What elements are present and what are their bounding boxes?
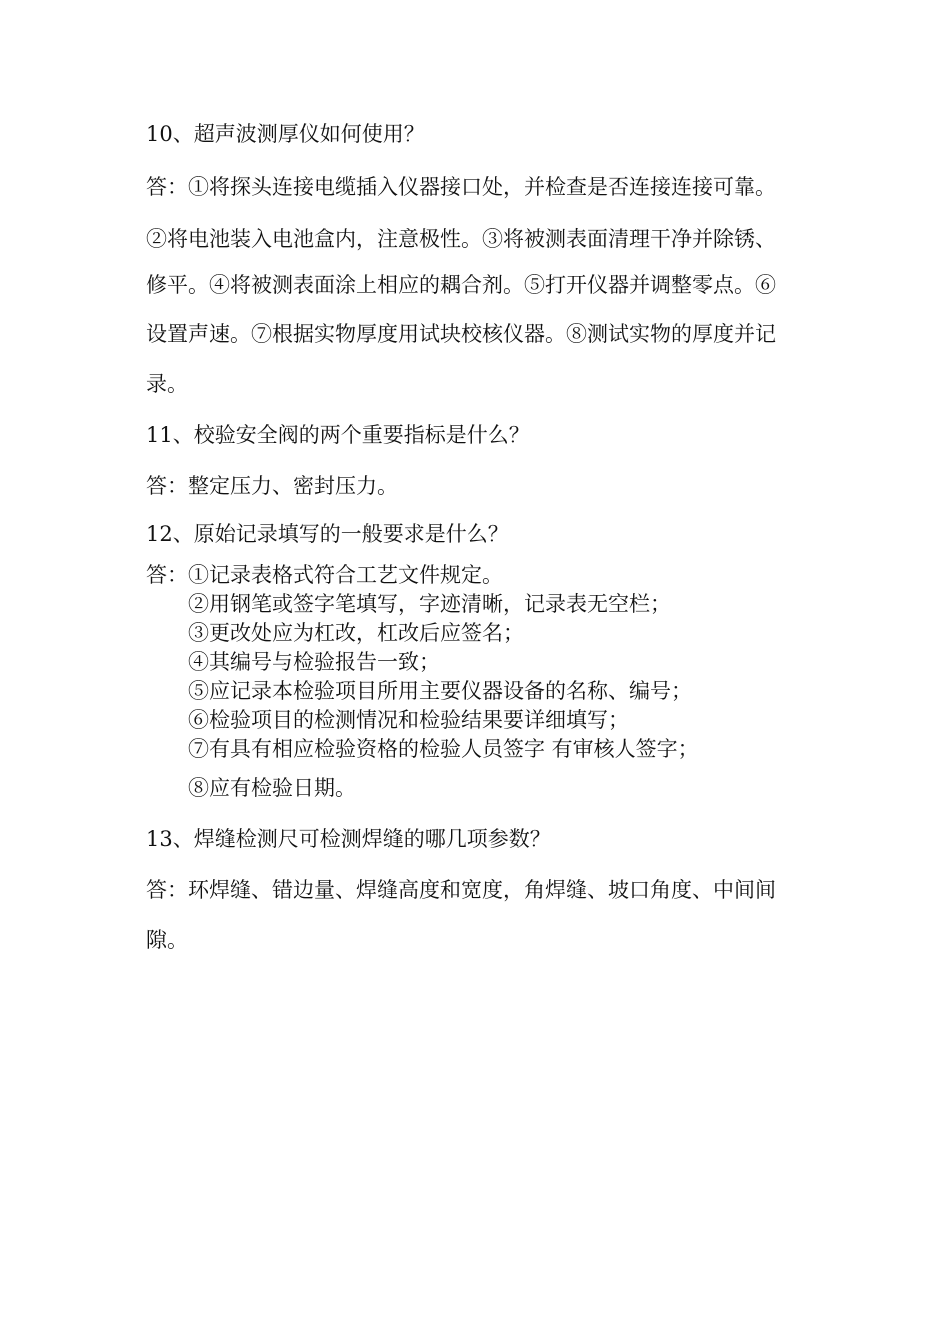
answer-12-line-7: ⑦有具有相应检验资格的检验人员签字 有审核人签字； — [188, 737, 699, 761]
answer-11: 答：整定压力、密封压力。 — [146, 474, 398, 498]
answer-10-line-5: 录。 — [146, 372, 188, 396]
answer-10-line-2: ②将电池装入电池盒内，注意极性。③将被测表面清理干净并除锈、 — [146, 227, 776, 251]
question-12: 12、原始记录填写的一般要求是什么？ — [146, 522, 509, 546]
answer-12-line-5: ⑤应记录本检验项目所用主要仪器设备的名称、编号； — [188, 679, 692, 703]
answer-10-line-4: 设置声速。⑦根据实物厚度用试块校核仪器。⑧测试实物的厚度并记 — [146, 322, 776, 346]
answer-12-line-2: ②用钢笔或签字笔填写，字迹清晰，记录表无空栏； — [188, 592, 671, 616]
answer-13-line-1: 答：环焊缝、错边量、焊缝高度和宽度，角焊缝、坡口角度、中间间 — [146, 878, 776, 902]
answer-12-line-8: ⑧应有检验日期。 — [188, 776, 356, 800]
answer-10-line-1: 答：①将探头连接电缆插入仪器接口处，并检查是否连接连接可靠。 — [146, 175, 776, 199]
answer-12-line-3: ③更改处应为杠改，杠改后应签名； — [188, 621, 524, 645]
answer-12-line-4: ④其编号与检验报告一致； — [188, 650, 440, 674]
answer-13-line-2: 隙。 — [146, 928, 188, 952]
question-10: 10、超声波测厚仪如何使用？ — [146, 122, 425, 146]
question-13: 13、焊缝检测尺可检测焊缝的哪几项参数？ — [146, 827, 551, 851]
answer-12-line-6: ⑥检验项目的检测情况和检验结果要详细填写； — [188, 708, 629, 732]
question-11: 11、校验安全阀的两个重要指标是什么？ — [146, 423, 530, 447]
answer-12-line-1: 答：①记录表格式符合工艺文件规定。 — [146, 563, 503, 587]
answer-10-line-3: 修平。④将被测表面涂上相应的耦合剂。⑤打开仪器并调整零点。⑥ — [146, 273, 776, 297]
